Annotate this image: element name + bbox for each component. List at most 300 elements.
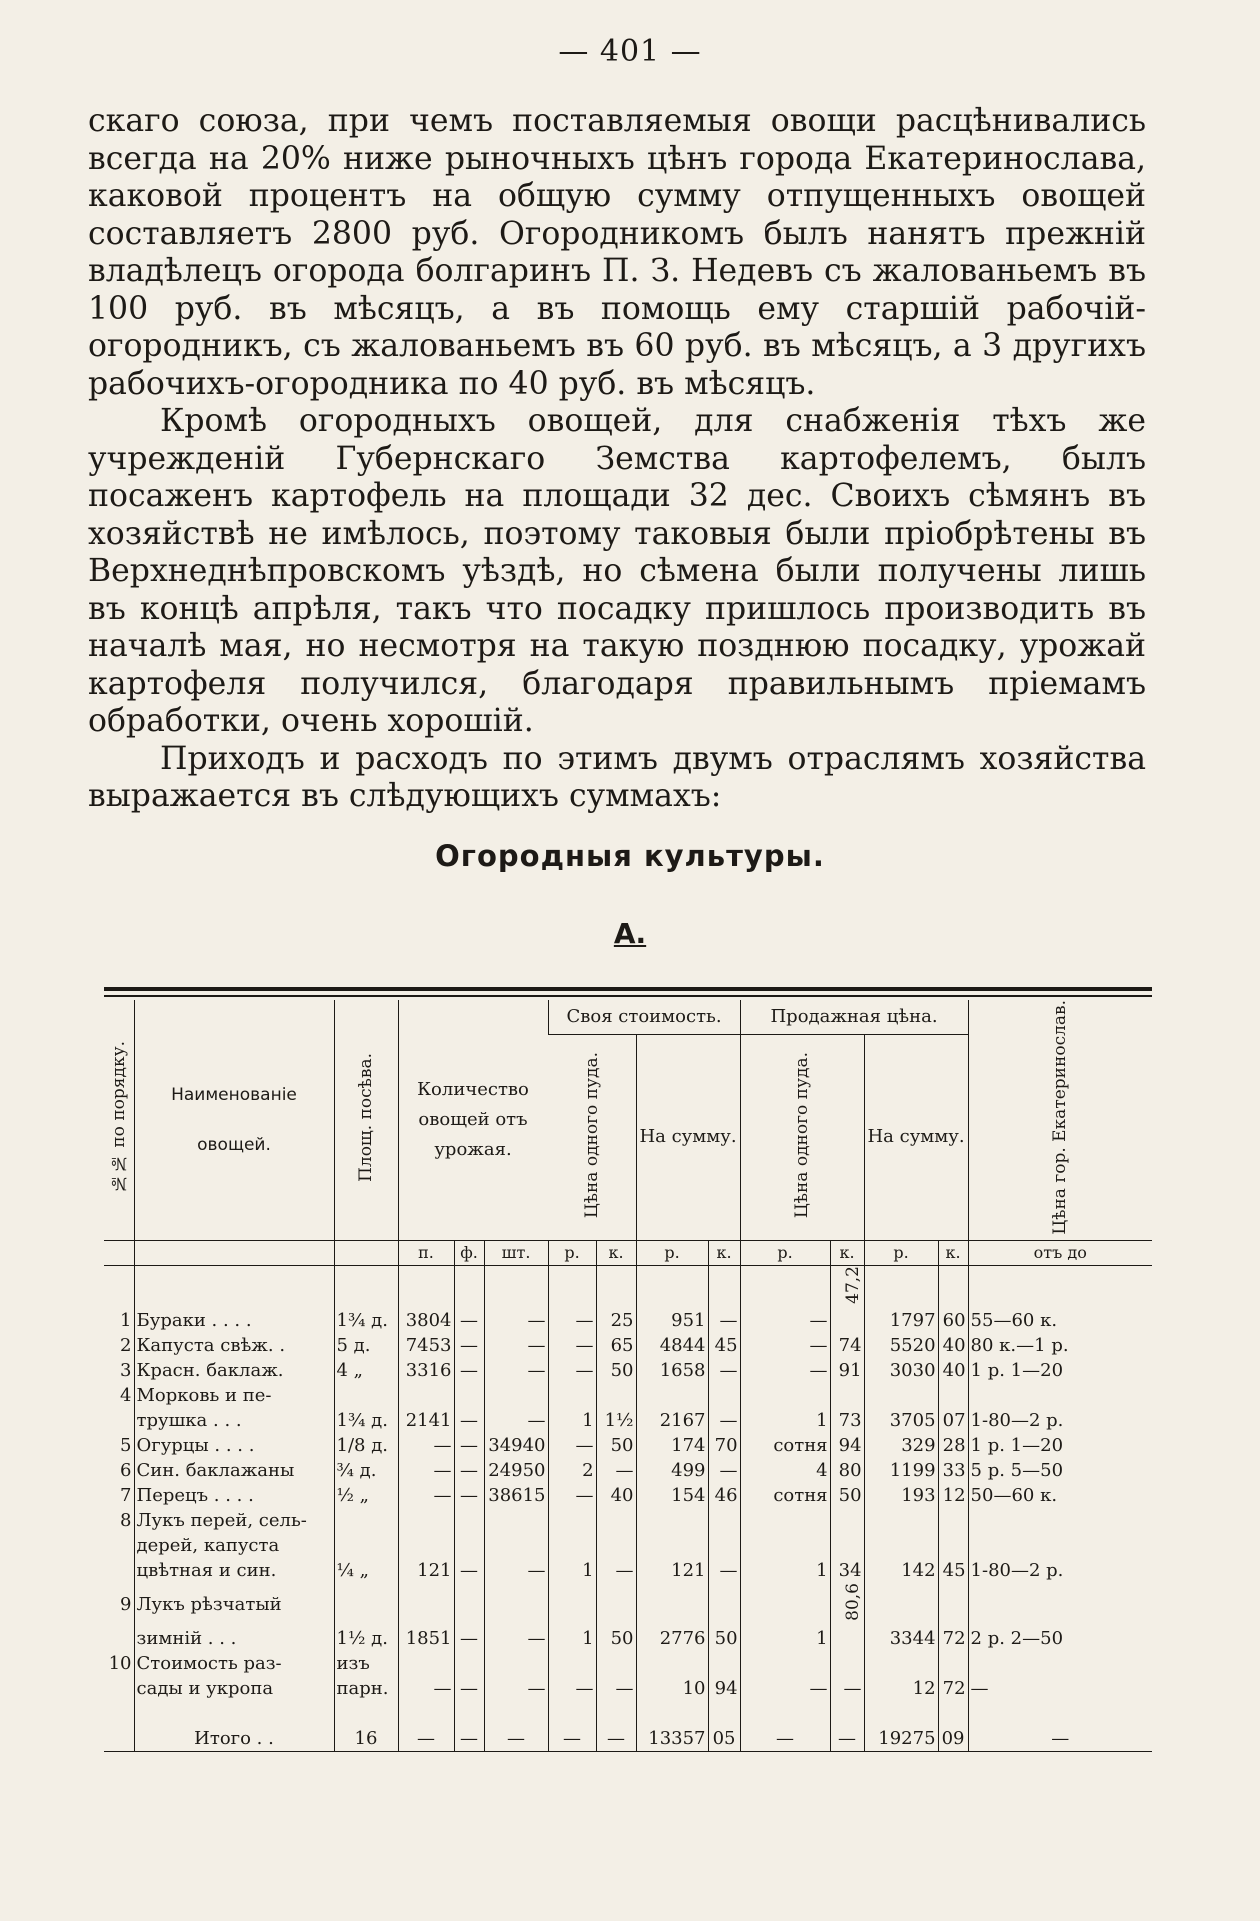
- cell-k1: —: [596, 1458, 636, 1483]
- unit-label: р.: [864, 1240, 938, 1265]
- cell-city: 1 р. 1—20: [968, 1358, 1152, 1383]
- cell-city: [968, 1383, 1152, 1408]
- cell-k2: —: [708, 1458, 740, 1483]
- cell-area: 4 „: [334, 1358, 398, 1383]
- unit-label: к.: [708, 1240, 740, 1265]
- cell-k4: [938, 1533, 968, 1558]
- cell-k1: 50: [596, 1358, 636, 1383]
- cell-area: 1/8 д.: [334, 1433, 398, 1458]
- cell-sht: [484, 1583, 548, 1626]
- paragraph-2: Кромѣ огородныхъ овощей, для снабженія тѣхъ же учрежденій Губернскаго Земства картофелемъ, былъ посаженъ картофель на площади 32 дес. Своихъ сѣмянъ въ хозяйствѣ не имѣлось, поэтому таковыя были пріобрѣтены въ Верхнеднѣпровскомъ уѣздѣ, но сѣмена были получены лишь въ концѣ апрѣля, такъ что посадку пришлось производить въ началѣ мая, но несмотря на такую позднюю посадку, урожай картофеля получился, благодаря правильнымъ пріемамъ обработки, очень хорошій.: [88, 403, 1146, 739]
- cell-p: —: [398, 1676, 454, 1701]
- cell-f: —: [454, 1408, 484, 1433]
- empty-cell: [104, 1726, 134, 1752]
- header-sum-sale: На сумму.: [864, 1034, 968, 1240]
- cell-r1: —: [548, 1483, 596, 1508]
- unit-label: р.: [636, 1240, 708, 1265]
- cell-r3: [740, 1265, 830, 1308]
- cell-k2: —: [708, 1408, 740, 1433]
- cell-k2: 45: [708, 1333, 740, 1358]
- cell-r4: 3030: [864, 1358, 938, 1383]
- unit-label: к.: [830, 1240, 864, 1265]
- cell-r3: [740, 1383, 830, 1408]
- cell-r4: [864, 1533, 938, 1558]
- cell-p: [398, 1533, 454, 1558]
- cell-k4: [938, 1383, 968, 1408]
- cell-r3: [740, 1583, 830, 1626]
- cell-f: [454, 1583, 484, 1626]
- table-row: [104, 1651, 1152, 1676]
- cell-city: [968, 1583, 1152, 1626]
- cell-r2: [636, 1265, 708, 1308]
- cell-f: [454, 1508, 484, 1533]
- total-p: —: [398, 1726, 454, 1752]
- cell-r3: —: [740, 1358, 830, 1383]
- unit-label: к.: [938, 1240, 968, 1265]
- unit-label: п.: [398, 1240, 454, 1265]
- cell-city: —: [968, 1676, 1152, 1701]
- cell-r3: 1: [740, 1626, 830, 1651]
- cell-area: [334, 1383, 398, 1408]
- cell-r2: 4844: [636, 1333, 708, 1358]
- cell-k4: 33: [938, 1458, 968, 1483]
- cell-k3: 94: [830, 1433, 864, 1458]
- total-sht: —: [484, 1726, 548, 1752]
- cell-sht: 38615: [484, 1483, 548, 1508]
- header-num: №№ по порядку.: [104, 1000, 134, 1240]
- cell-sht: —: [484, 1558, 548, 1583]
- cell-area: [334, 1583, 398, 1626]
- cell-f: —: [454, 1676, 484, 1701]
- cell-k1: [596, 1533, 636, 1558]
- cell-r4: [864, 1583, 938, 1626]
- table-row: [104, 1358, 1152, 1383]
- total-r2: 13357: [636, 1726, 708, 1752]
- cell-sht: —: [484, 1308, 548, 1333]
- cell-r1: [548, 1383, 596, 1408]
- cell-city: 1 р. 1—20: [968, 1433, 1152, 1458]
- cell-n: [104, 1533, 134, 1558]
- table-row: [104, 1333, 1152, 1358]
- cell-f: —: [454, 1626, 484, 1651]
- cell-k3: [830, 1626, 864, 1651]
- cell-name: Стоимость раз-: [134, 1651, 334, 1676]
- cell-sht: —: [484, 1333, 548, 1358]
- cell-n: 4: [120, 1385, 132, 1407]
- total-k4: 09: [938, 1726, 968, 1752]
- cell-k2: [708, 1383, 740, 1408]
- cell-n: [104, 1408, 134, 1433]
- cell-sht: [484, 1383, 548, 1408]
- table-row: [104, 1265, 1152, 1308]
- cell-city: [968, 1265, 1152, 1308]
- total-f: —: [454, 1726, 484, 1752]
- cell-city: 1-80—2 р.: [968, 1558, 1152, 1583]
- cell-k1: [596, 1265, 636, 1308]
- cell-f: —: [454, 1333, 484, 1358]
- cell-city: 50—60 к.: [968, 1483, 1152, 1508]
- cell-p: 2141: [398, 1408, 454, 1433]
- cell-area: ¾ д.: [334, 1458, 398, 1483]
- cell-r1: [548, 1583, 596, 1626]
- cell-k4: 28: [938, 1433, 968, 1458]
- cell-k2: —: [708, 1558, 740, 1583]
- cell-r2: 121: [636, 1558, 708, 1583]
- cell-k2: [708, 1583, 740, 1626]
- cell-k4: 07: [938, 1408, 968, 1433]
- cell-k3: [830, 1533, 864, 1558]
- cell-city: 80 к.—1 р.: [968, 1333, 1152, 1358]
- cell-k1: 1½: [596, 1408, 636, 1433]
- cell-r1: 2: [548, 1458, 596, 1483]
- header-sale-price: Продажная цѣна.: [740, 1000, 968, 1034]
- cell-n: [104, 1558, 134, 1583]
- cell-sht: [484, 1651, 548, 1676]
- table-row: [104, 1483, 1152, 1508]
- cell-city: 55—60 к.: [968, 1308, 1152, 1333]
- unit-label: к.: [596, 1240, 636, 1265]
- cell-f: —: [454, 1358, 484, 1383]
- cell-r2: 2167: [636, 1408, 708, 1433]
- cell-p: [398, 1383, 454, 1408]
- cell-area: 1½ д.: [334, 1626, 398, 1651]
- total-row: [104, 1726, 1152, 1752]
- cell-k2: [708, 1533, 740, 1558]
- cell-k1: [596, 1583, 636, 1626]
- cell-r1: [548, 1265, 596, 1308]
- unit-label: отъ до: [968, 1240, 1152, 1265]
- cell-r1: 1: [548, 1408, 596, 1433]
- cell-name: Огурцы . . . .: [134, 1433, 334, 1458]
- cell-r4: 5520: [864, 1333, 938, 1358]
- cell-r3: 4: [740, 1458, 830, 1483]
- cell-r1: —: [548, 1433, 596, 1458]
- cell-k4: 40: [938, 1358, 968, 1383]
- cell-area: 1¾ д.: [334, 1308, 398, 1333]
- empty-cell: [708, 1701, 740, 1726]
- cell-k2: —: [708, 1358, 740, 1383]
- table-row: [104, 1383, 1152, 1408]
- cell-n: [104, 1626, 134, 1651]
- table-row: [104, 1626, 1152, 1651]
- cell-r1: 1: [548, 1626, 596, 1651]
- cell-city: 1-80—2 р.: [968, 1408, 1152, 1433]
- cell-r3: —: [740, 1676, 830, 1701]
- cell-k3: [830, 1308, 864, 1333]
- cell-k3: 73: [830, 1408, 864, 1433]
- cell-city: [968, 1651, 1152, 1676]
- cell-city: 5 р. 5—50: [968, 1458, 1152, 1483]
- cell-r3: —: [740, 1308, 830, 1333]
- page-number: — 401 —: [558, 34, 702, 69]
- cell-name: Лукъ рѣзчатый: [134, 1583, 334, 1626]
- cell-f: —: [454, 1458, 484, 1483]
- cell-sht: —: [484, 1358, 548, 1383]
- cell-area: ½ „: [334, 1483, 398, 1508]
- cell-n: 3: [120, 1360, 132, 1382]
- cell-k1: 40: [596, 1483, 636, 1508]
- cell-sht: —: [484, 1676, 548, 1701]
- cell-sht: —: [484, 1626, 548, 1651]
- cell-r1: [548, 1508, 596, 1533]
- cell-k1: [596, 1508, 636, 1533]
- total-k1: —: [596, 1726, 636, 1752]
- paragraph-3: Приходъ и расходъ по этимъ двумъ отраслямъ хозяйства выражается въ слѣдующихъ суммахъ:: [88, 740, 1146, 814]
- cell-r3: —: [740, 1333, 830, 1358]
- cell-r2: 2776: [636, 1626, 708, 1651]
- cell-p: [398, 1651, 454, 1676]
- cell-n: 1: [120, 1310, 132, 1332]
- cell-k3: [830, 1583, 864, 1626]
- cell-k4: 72: [938, 1676, 968, 1701]
- cell-r2: 154: [636, 1483, 708, 1508]
- cell-r2: [636, 1508, 708, 1533]
- cell-k1: —: [596, 1558, 636, 1583]
- cell-n: [104, 1265, 134, 1308]
- cell-name: трушка . . .: [134, 1408, 334, 1433]
- cell-sht: [484, 1265, 548, 1308]
- header-name: Наименованіе овощей.: [134, 1000, 334, 1240]
- total-r3: —: [740, 1726, 830, 1752]
- cell-r2: [636, 1383, 708, 1408]
- cell-area: [334, 1508, 398, 1533]
- cell-k3: 34: [830, 1558, 864, 1583]
- cell-r4: 329: [864, 1433, 938, 1458]
- cell-k4: [938, 1265, 968, 1308]
- empty-cell: [134, 1701, 334, 1726]
- cell-sht: 24950: [484, 1458, 548, 1483]
- table-gap: [104, 1701, 1152, 1726]
- unit-label: шт.: [484, 1240, 548, 1265]
- empty-cell: [938, 1701, 968, 1726]
- cell-k2: [708, 1651, 740, 1676]
- cell-area: парн.: [334, 1676, 398, 1701]
- cell-k4: [938, 1651, 968, 1676]
- rotated-value: 47,2: [842, 1265, 863, 1304]
- cell-r1: —: [548, 1358, 596, 1383]
- cell-k2: [708, 1508, 740, 1533]
- cell-f: —: [454, 1558, 484, 1583]
- cell-r2: [636, 1651, 708, 1676]
- table-row: [104, 1676, 1152, 1701]
- header-price-per-pud-sale: Цѣна одного пуда.: [740, 1034, 864, 1240]
- section-heading: Огородныя культуры.: [435, 839, 825, 873]
- cell-p: 121: [398, 1558, 454, 1583]
- cell-k1: [596, 1651, 636, 1676]
- cell-n: 7: [120, 1485, 132, 1507]
- cell-f: [454, 1651, 484, 1676]
- total-r1: —: [548, 1726, 596, 1752]
- cell-r2: 10: [636, 1676, 708, 1701]
- table-top-rule-thin: [104, 995, 1152, 997]
- cell-r3: сотня: [740, 1433, 830, 1458]
- table-row: [104, 1583, 1152, 1626]
- cell-k3: [830, 1508, 864, 1533]
- empty-cell: [636, 1701, 708, 1726]
- cell-k1: —: [596, 1676, 636, 1701]
- header-own-cost: Своя стоимость.: [548, 1000, 740, 1034]
- cell-k1: [596, 1383, 636, 1408]
- total-k3: —: [830, 1726, 864, 1752]
- cell-area: [334, 1533, 398, 1558]
- cell-k2: 50: [708, 1626, 740, 1651]
- cell-k4: 45: [938, 1558, 968, 1583]
- cell-k2: —: [708, 1308, 740, 1333]
- cell-n: 5: [120, 1435, 132, 1457]
- cell-area: 1¾ д.: [334, 1408, 398, 1433]
- cell-k2: 94: [708, 1676, 740, 1701]
- cell-r4: 142: [864, 1558, 938, 1583]
- cell-k3: 91: [830, 1358, 864, 1383]
- empty-cell: [968, 1701, 1152, 1726]
- cell-r4: 1797: [864, 1308, 938, 1333]
- cell-k2: 70: [708, 1433, 740, 1458]
- cell-p: 3316: [398, 1358, 454, 1383]
- cell-name: Бураки . . . .: [134, 1308, 334, 1333]
- cell-r2: 174: [636, 1433, 708, 1458]
- cell-r4: 1199: [864, 1458, 938, 1483]
- cell-r2: [636, 1533, 708, 1558]
- cell-k4: [938, 1583, 968, 1626]
- cell-n: 9: [120, 1594, 132, 1616]
- cell-p: 3804: [398, 1308, 454, 1333]
- cell-r3: [740, 1508, 830, 1533]
- empty-cell: [740, 1701, 830, 1726]
- cell-k1: 50: [596, 1626, 636, 1651]
- cell-k4: 60: [938, 1308, 968, 1333]
- cell-r4: 3705: [864, 1408, 938, 1433]
- cell-area: [334, 1265, 398, 1308]
- unit-label: ф.: [454, 1240, 484, 1265]
- cell-r4: [864, 1265, 938, 1308]
- cell-k3: 80: [830, 1458, 864, 1483]
- table-row: [104, 1408, 1152, 1433]
- cell-r1: —: [548, 1308, 596, 1333]
- cell-f: [454, 1265, 484, 1308]
- cell-k4: [938, 1508, 968, 1533]
- paragraph-1: скаго союза, при чемъ поставляемыя овощи расцѣнивались всегда на 20% ниже рыночныхъ цѣнъ города Екатеринослава, каковой процентъ на общую сумму отпущенныхъ овощей составляетъ 2800 руб. Огородникомъ былъ нанятъ прежній владѣлецъ огорода болгаринъ П. З. Недевъ съ жалованьемъ въ 100 руб. въ мѣсяцъ, а въ помощь ему старшій рабочій-огородникъ, съ жалованьемъ въ 60 руб. въ мѣсяцъ, а 3 другихъ рабочихъ-огородника по 40 руб. въ мѣсяцъ.: [88, 103, 1146, 402]
- cell-p: —: [398, 1483, 454, 1508]
- header-sum-own: На сумму.: [636, 1034, 740, 1240]
- cell-p: —: [398, 1433, 454, 1458]
- total-k2: 05: [708, 1726, 740, 1752]
- cell-r3: [740, 1533, 830, 1558]
- cell-p: 1851: [398, 1626, 454, 1651]
- table-row: [104, 1433, 1152, 1458]
- unit-label: р.: [740, 1240, 830, 1265]
- cell-k4: 12: [938, 1483, 968, 1508]
- cell-k3: 50: [830, 1483, 864, 1508]
- cell-k2: [708, 1265, 740, 1308]
- cell-f: —: [454, 1308, 484, 1333]
- cell-sht: —: [484, 1408, 548, 1433]
- empty-cell: [104, 1701, 134, 1726]
- cell-name: дерей, капуста: [134, 1533, 334, 1558]
- cell-p: [398, 1508, 454, 1533]
- unit-label: р.: [548, 1240, 596, 1265]
- vegetable-table: [104, 1000, 1152, 1752]
- cell-name: сады и укропа: [134, 1676, 334, 1701]
- cell-p: [398, 1265, 454, 1308]
- cell-n: 8: [120, 1510, 132, 1532]
- cell-p: —: [398, 1458, 454, 1483]
- cell-name: зимній . . .: [134, 1626, 334, 1651]
- cell-r3: [740, 1651, 830, 1676]
- cell-p: 7453: [398, 1333, 454, 1358]
- total-r4: 19275: [864, 1726, 938, 1752]
- table-row: [104, 1533, 1152, 1558]
- cell-k1: 65: [596, 1333, 636, 1358]
- cell-f: [454, 1383, 484, 1408]
- cell-n: [104, 1676, 134, 1701]
- cell-k2: 46: [708, 1483, 740, 1508]
- cell-k3: [830, 1265, 864, 1308]
- cell-r2: 951: [636, 1308, 708, 1333]
- cell-r4: [864, 1383, 938, 1408]
- header-quantity: Количество овощей отъ урожая.: [398, 1000, 548, 1240]
- cell-n: 2: [120, 1335, 132, 1357]
- total-area: 16: [334, 1726, 398, 1752]
- cell-name: цвѣтная и син.: [134, 1558, 334, 1583]
- cell-r1: [548, 1533, 596, 1558]
- cell-area: изъ: [334, 1651, 398, 1676]
- cell-f: [454, 1533, 484, 1558]
- empty-cell: [398, 1701, 454, 1726]
- empty-cell: [864, 1701, 938, 1726]
- header-area: Площ. посѣва.: [334, 1000, 398, 1240]
- cell-name: Син. баклажаны: [134, 1458, 334, 1483]
- cell-r1: —: [548, 1676, 596, 1701]
- cell-city: [968, 1508, 1152, 1533]
- rotated-value: 80,6: [842, 1583, 863, 1622]
- empty-cell: [596, 1701, 636, 1726]
- cell-r2: 499: [636, 1458, 708, 1483]
- cell-k4: 40: [938, 1333, 968, 1358]
- empty-cell: [830, 1701, 864, 1726]
- table-row: [104, 1308, 1152, 1333]
- cell-area: ¼ „: [334, 1558, 398, 1583]
- cell-k3: [830, 1383, 864, 1408]
- cell-name: Красн. баклаж.: [134, 1358, 334, 1383]
- cell-k3: —: [830, 1676, 864, 1701]
- cell-sht: [484, 1533, 548, 1558]
- cell-r4: [864, 1508, 938, 1533]
- cell-p: [398, 1583, 454, 1626]
- cell-n: 10: [108, 1653, 132, 1675]
- cell-r4: 12: [864, 1676, 938, 1701]
- table-top-rule: [104, 987, 1152, 991]
- header-city-price: Цѣна гор. Екатеринослав.: [968, 1000, 1152, 1240]
- header-price-per-pud-own: Цѣна одного пуда.: [548, 1034, 636, 1240]
- cell-area: 5 д.: [334, 1333, 398, 1358]
- cell-k3: [830, 1651, 864, 1676]
- empty-cell: [548, 1701, 596, 1726]
- cell-k3: 74: [830, 1333, 864, 1358]
- cell-k1: 50: [596, 1433, 636, 1458]
- cell-city: 2 р. 2—50: [968, 1626, 1152, 1651]
- cell-f: —: [454, 1433, 484, 1458]
- cell-r1: [548, 1651, 596, 1676]
- cell-r1: 1: [548, 1558, 596, 1583]
- units-row: [104, 1240, 1152, 1265]
- cell-name: [134, 1265, 334, 1308]
- total-label: Итого . .: [134, 1726, 334, 1752]
- empty-cell: [334, 1701, 398, 1726]
- total-city: —: [968, 1726, 1152, 1752]
- section-subheading: А.: [613, 917, 647, 950]
- cell-name: Морковь и пе-: [134, 1383, 334, 1408]
- body-text: [88, 103, 1146, 816]
